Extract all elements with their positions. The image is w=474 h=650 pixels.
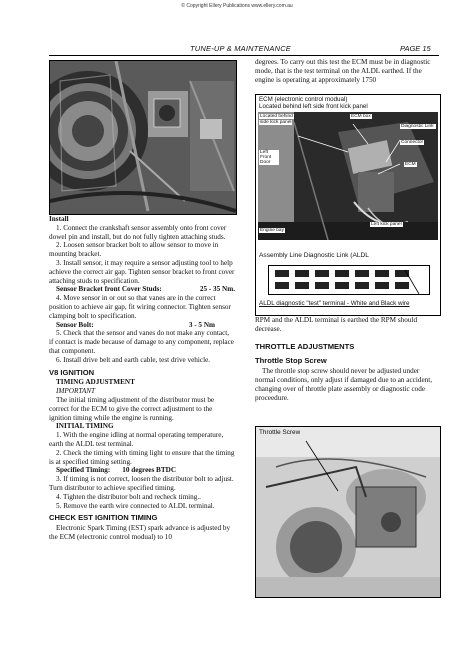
aldl-title: Assembly Line Diagnostic Link (ALDL (259, 252, 369, 259)
after-figure-text: RPM and the ALDL terminal is earthed the RPM should decrease. (255, 316, 418, 333)
est-text: Electronic Spark Timing (EST) spark advance is adjusted by the ECM (electronic control modual) to 10 (49, 524, 231, 541)
label-ecm-box: ECM box (351, 114, 371, 119)
label-located-behind: Located behind (260, 114, 293, 119)
spec-value: 10 degrees BTDC (122, 466, 177, 475)
spec-label: Specified Timing: (56, 466, 111, 475)
spec-label: Sensor Bracket front Cover Studs: (56, 285, 162, 294)
crankshaft-sensor-photo (49, 60, 237, 215)
timing-step-1: 1. With the engine idling at normal operating temperature, earth the ALDL test terminal. (49, 431, 224, 448)
label-left-front-door: Left Front Door (259, 150, 279, 165)
install-title: Install (49, 215, 69, 223)
page-number: PAGE 15 (400, 44, 431, 53)
label-diagnostic-link: Diagnostic Link (400, 124, 436, 129)
throttle-adjustments-heading: THROTTLE ADJUSTMENTS (255, 341, 355, 351)
spec-value: 25 - 35 Nm. (199, 285, 235, 294)
spec-label: Sensor Bolt: (56, 320, 94, 329)
right-column-intro (255, 58, 439, 84)
throttle-screw-figure (255, 426, 441, 598)
install-step-5: 5. Check that the sensor and vanes do not make any contact, if contact is made because of damage to any component, replace that component. (49, 329, 234, 355)
timing-adjustment-heading: TIMING ADJUSTMENT (56, 378, 135, 387)
install-step-4: 4. Move sensor in or out so that vanes are in the correct position to achieve air gap, fit wiring connector. Tighten sensor clamping bolt to specification. (49, 294, 231, 320)
initial-timing-heading: INITIAL TIMING (56, 422, 114, 431)
spec-bracket-studs (49, 285, 235, 294)
install-step-6: 6. Install drive belt and earth cable, test drive vehicle. (56, 355, 211, 364)
check-est-heading: CHECK EST IGNITION TIMING (49, 513, 158, 523)
right-column-body (255, 316, 439, 402)
timing-step-5: 5. Remove the earth wire connected to ALDL terminal. (56, 501, 215, 510)
throttle-stop-screw-heading: Throttle Stop Screw (255, 356, 327, 366)
label-connector: Connector (401, 140, 424, 145)
label-engine-bay: Engine bay (260, 228, 285, 233)
label-left-kick-panel: Left kick panel (371, 222, 402, 227)
intro-text: degrees. To carry out this test the ECM must be in diagnostic mode, that is the test terminal on the ALDL earthed. If the engine is operating at approximately 1750 (255, 58, 431, 84)
timing-step-2: 2. Check the timing with timing light to ensure that the timing is at specified timing setting. (49, 448, 235, 466)
spec-sensor-bolt (49, 321, 235, 330)
ecm-caption-line-2: Located behind left side front kick panel (259, 103, 368, 110)
throttle-screw-label: Throttle Screw (259, 429, 301, 436)
spec-value: 3 - 5 Nm (188, 320, 215, 329)
crankshaft-sensor-illustration (50, 61, 236, 214)
install-step-2: 2. Loosen sensor bracket bolt to allow sensor to move in mounting bracket. (49, 241, 219, 259)
aldl-pin-diagram (269, 266, 429, 294)
throttle-body-illustration (256, 427, 440, 597)
spec-timing (49, 466, 235, 475)
throttle-stop-screw-text: The throttle stop screw should never be adjusted under normal conditions, only adjust if damaged due to an accident, changing over of throttle plate assembly or diagnostic code proceedure. (255, 367, 433, 402)
v8-ignition-heading: V8 IGNITION (49, 367, 95, 377)
timing-step-3: 3. If timing is not correct, loosen the distributor bolt to adjust. Turn distributor to achieve specified timing. (49, 475, 234, 492)
header-rule (49, 55, 439, 56)
ecm-caption-line-1: ECM (electronic control modual) (259, 96, 348, 103)
ecm-photo (258, 112, 438, 240)
section-header: TUNE-UP & MAINTENANCE (190, 44, 292, 53)
important-label: IMPORTANT (56, 387, 95, 396)
aldl-caption: ALDL diagnostic "test" terminal - White and Black wire (259, 300, 410, 307)
copyright-notice: © Copyright Ellery Publications www.ellery.com.au (181, 3, 293, 9)
ecm-illustration (258, 112, 438, 240)
aldl-connector (268, 265, 430, 295)
install-step-1: 1. Connect the crankshaft sensor assembly onto front cover dowel pin and install, but do not fully tighten attaching studs. (49, 223, 227, 241)
timing-step-4: 4. Tighten the distributor bolt and recheck timing.. (56, 492, 201, 501)
important-text: The initial timing adjustment of the distributor must be correct for the ECM to give the correct adjustment to the ignition timing while the engine is running. (49, 395, 215, 422)
install-step-3: 3. Install sensor, it may require a sensor adjusting tool to help achieve the correct air gap. Tighten sensor bracket to front cover attaching studs to specification. (49, 258, 235, 285)
left-column (49, 215, 235, 542)
ecm-figure (255, 94, 441, 316)
label-ecm: ECM (405, 162, 416, 167)
label-side-kick-panel: side kick panel (260, 120, 292, 125)
